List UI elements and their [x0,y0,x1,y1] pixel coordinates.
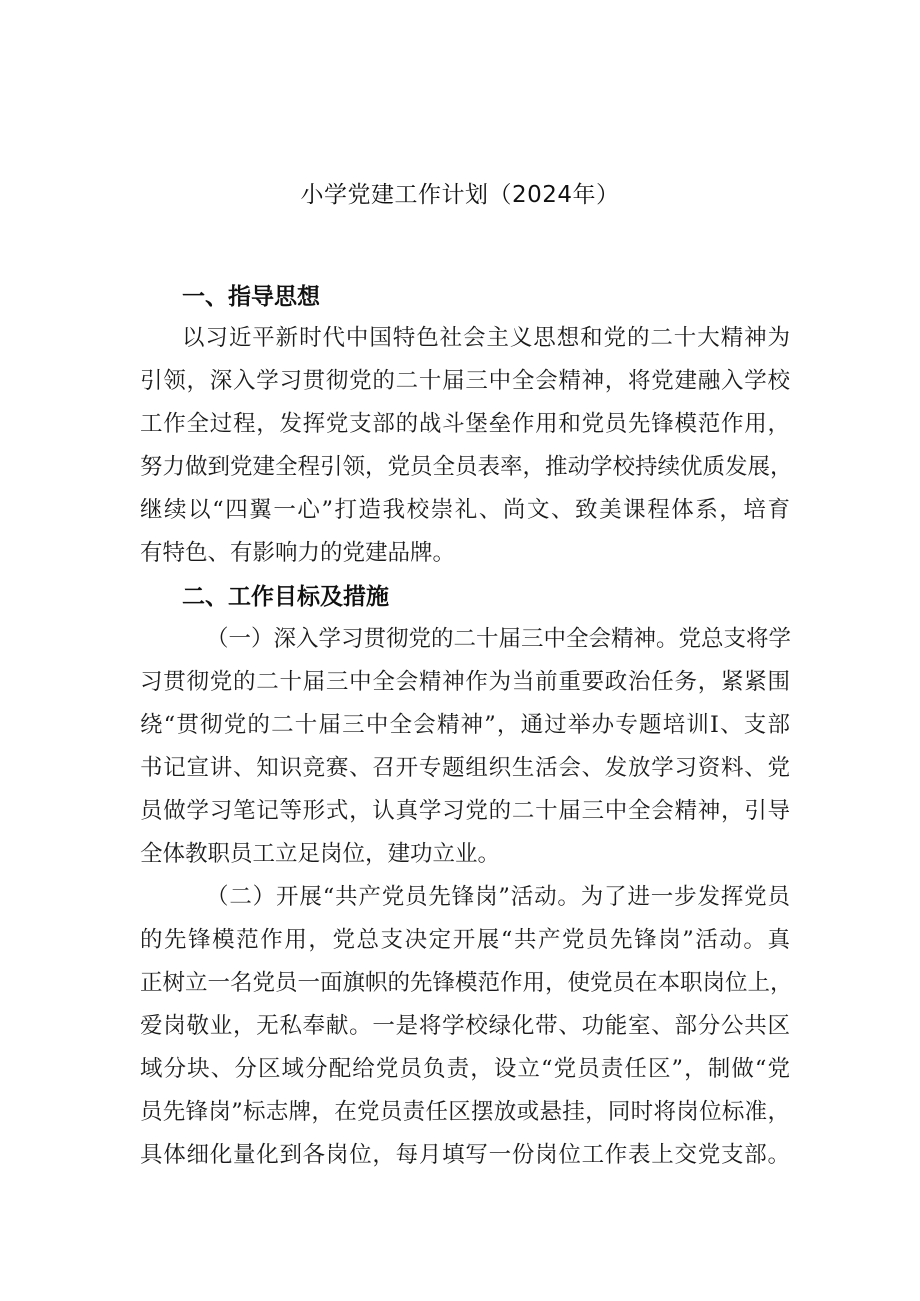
paragraph-line: 以习近平新时代中国特色社会主义思想和党的二十大精神为 [182,325,790,351]
paragraph-line: 员做学习笔记等形式，认真学习党的二十届三中全会精神，引导 [140,798,790,824]
section-heading-guiding-ideology: 一、指导思想 [182,284,320,310]
paragraph-line: 努力做到党建全程引领，党员全员表率，推动学校持续优质发展， [140,454,793,480]
document-title: 小学党建工作计划（2024年） [300,182,620,208]
paragraph-line: 有特色、有影响力的党建品牌。 [140,540,456,566]
paragraph-line: 员先锋岗”标志牌，在党员责任区摆放或悬挂，同时将岗位标准， [140,1099,790,1125]
paragraph-line: 书记宣讲、知识竞赛、召开专题组织生活会、发放学习资料、党 [140,755,790,781]
paragraph-line: 习贯彻党的二十届三中全会精神作为当前重要政治任务，紧紧围 [140,669,790,695]
paragraph-line: 具体细化量化到各岗位，每月填写一份岗位工作表上交党支部。 [140,1142,790,1168]
paragraph-line: 爱岗敬业，无私奉献。一是将学校绿化带、功能室、部分公共区 [140,1013,790,1039]
paragraph-line: 工作全过程，发挥党支部的战斗堡垒作用和党员先锋模范作用， [140,411,790,437]
paragraph-line: 正树立一名党员一面旗帜的先锋模范作用，使党员在本职岗位上， [140,970,793,996]
paragraph-line: 绕“贯彻党的二十届三中全会精神”，通过举办专题培训I、支部 [140,712,790,738]
paragraph-line: （一）深入学习贯彻党的二十届三中全会精神。党总支将学 [206,626,792,652]
paragraph-line: 继续以“四翼一心”打造我校崇礼、尚文、致美课程体系，培育 [140,497,790,523]
paragraph-line: 域分块、分区域分配给党员负责，设立“党员责任区”，制做“党 [140,1056,790,1082]
paragraph-line: 全体教职员工立足岗位，建功立业。 [140,841,501,867]
paragraph-line: 的先锋模范作用，党总支决定开展“共产党员先锋岗”活动。真 [140,927,790,953]
section-heading-goals-measures: 二、工作目标及措施 [182,584,389,610]
paragraph-line: 引领，深入学习贯彻党的二十届三中全会精神，将党建融入学校 [140,368,790,394]
paragraph-line: （二）开展“共产党员先锋岗”活动。为了进一步发挥党员 [206,884,790,910]
